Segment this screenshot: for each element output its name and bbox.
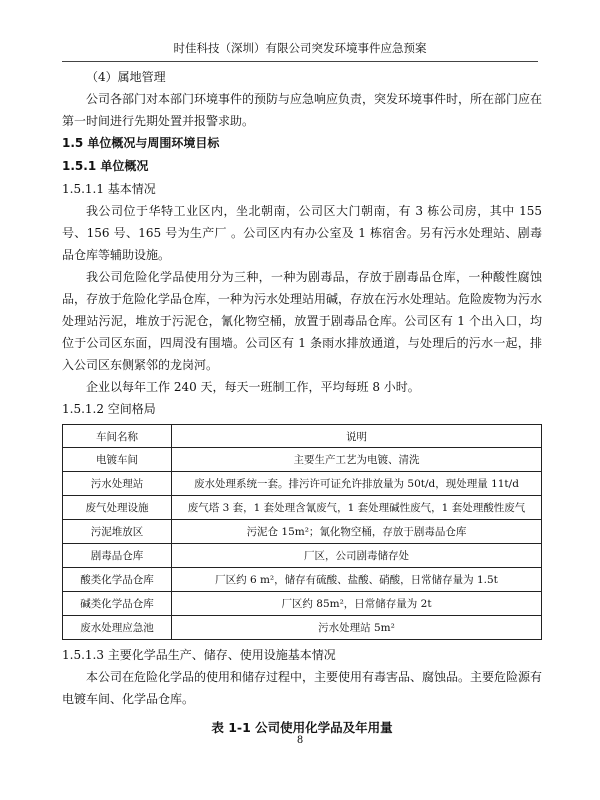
table-cell-name: 污泥堆放区	[63, 520, 172, 544]
heading-1-5-1: 1.5.1 单位概况	[62, 159, 149, 173]
table-cell-desc: 厂区约 6 m²，储存有硫酸、盐酸、硝酸，日常储存量为 1.5t	[172, 568, 542, 592]
table-cell-desc: 废水处理系统一套。排污许可证允许排放量为 50t/d，现处理量 11t/d	[172, 472, 542, 496]
table-header-row	[63, 425, 542, 448]
table-cell-name: 废水处理应急池	[63, 616, 172, 640]
space-layout-table	[62, 424, 542, 640]
section-local-management: （4）属地管理	[86, 70, 166, 84]
paragraph-chemicals: 我公司危险化学品使用分为三种，一种为剧毒品，存放于剧毒品仓库，一种酸性腐蚀品，存放于危险化学品仓库，一种为污水处理站用碱，存放在污水处理站。危险废物为污水处理站污泥，堆放于污泥仓，氰化物空桶，放置于剧毒品仓库。公司区有 1 个出入口，均位于公司区东面，四周没有围墙。公司区有 1 条雨水排放通道，与处理后的污水一起，排入公司区东侧紧邻的龙岗河。	[62, 270, 543, 372]
heading-1-5: 1.5 单位概况与周围环境目标	[62, 136, 220, 150]
heading-1-5-1-1: 1.5.1.1 基本情况	[62, 182, 156, 196]
page-number: 8	[296, 735, 304, 746]
table-cell-desc: 厂区，公司剧毒储存处	[172, 544, 542, 568]
table-cell-name: 污水处理站	[63, 472, 172, 496]
paragraph-local-management: 公司各部门对本部门环境事件的预防与应急响应负责，突发环境事件时，所在部门应在第一时间进行先期处置并报警求助。	[62, 92, 543, 128]
page-content	[62, 66, 542, 740]
table-row	[63, 472, 542, 496]
paragraph-main-hazards: 本公司在危险化学品的使用和储存过程中，主要使用有毒害品、腐蚀品。主要危险源有电镀车间、化学品仓库。	[62, 670, 543, 706]
table-cell-desc: 厂区约 85m²，日常储存量为 2t	[172, 592, 542, 616]
table-cell-desc: 污水处理站 5m²	[172, 616, 542, 640]
table-row	[63, 568, 542, 592]
table-row	[63, 496, 542, 520]
table-cell-name: 废气处理设施	[63, 496, 172, 520]
table-cell-name: 酸类化学品仓库	[63, 568, 172, 592]
table-cell-name: 剧毒品仓库	[63, 544, 172, 568]
table-cell-name: 电镀车间	[63, 448, 172, 472]
table-cell-desc: 污泥仓 15m²；氰化物空桶，存放于剧毒品仓库	[172, 520, 542, 544]
table-header-cell: 车间名称	[63, 425, 172, 448]
table-row	[63, 448, 542, 472]
heading-1-5-1-3: 1.5.1.3 主要化学品生产、储存、使用设施基本情况	[62, 648, 336, 662]
table-cell-desc: 废气塔 3 套，1 套处理含氰废气，1 套处理碱性废气，1 套处理酸性废气	[172, 496, 542, 520]
table-header-cell: 说明	[172, 425, 542, 448]
page-header: 时佳科技（深圳）有限公司突发环境事件应急预案	[62, 40, 538, 62]
table-cell-desc: 主要生产工艺为电镀、清洗	[172, 448, 542, 472]
table-caption: 表 1-1 公司使用化学品及年用量	[211, 720, 393, 735]
paragraph-working-time: 企业以每年工作 240 天，每天一班制工作，平均每班 8 小时。	[86, 380, 420, 394]
paragraph-basic-info: 我公司位于华特工业区内，坐北朝南，公司区大门朝南，有 3 栋公司房，其中 155 号、156 号、165 号为生产厂 。公司区内有办公室及 1 栋宿舍。另有污水处理站、剧毒品仓库等辅助设施。	[62, 204, 542, 262]
table-row	[63, 616, 542, 640]
table-row	[63, 520, 542, 544]
table-row	[63, 544, 542, 568]
table-cell-name: 碱类化学品仓库	[63, 592, 172, 616]
table-row	[63, 592, 542, 616]
heading-1-5-1-2: 1.5.1.2 空间格局	[62, 402, 156, 416]
